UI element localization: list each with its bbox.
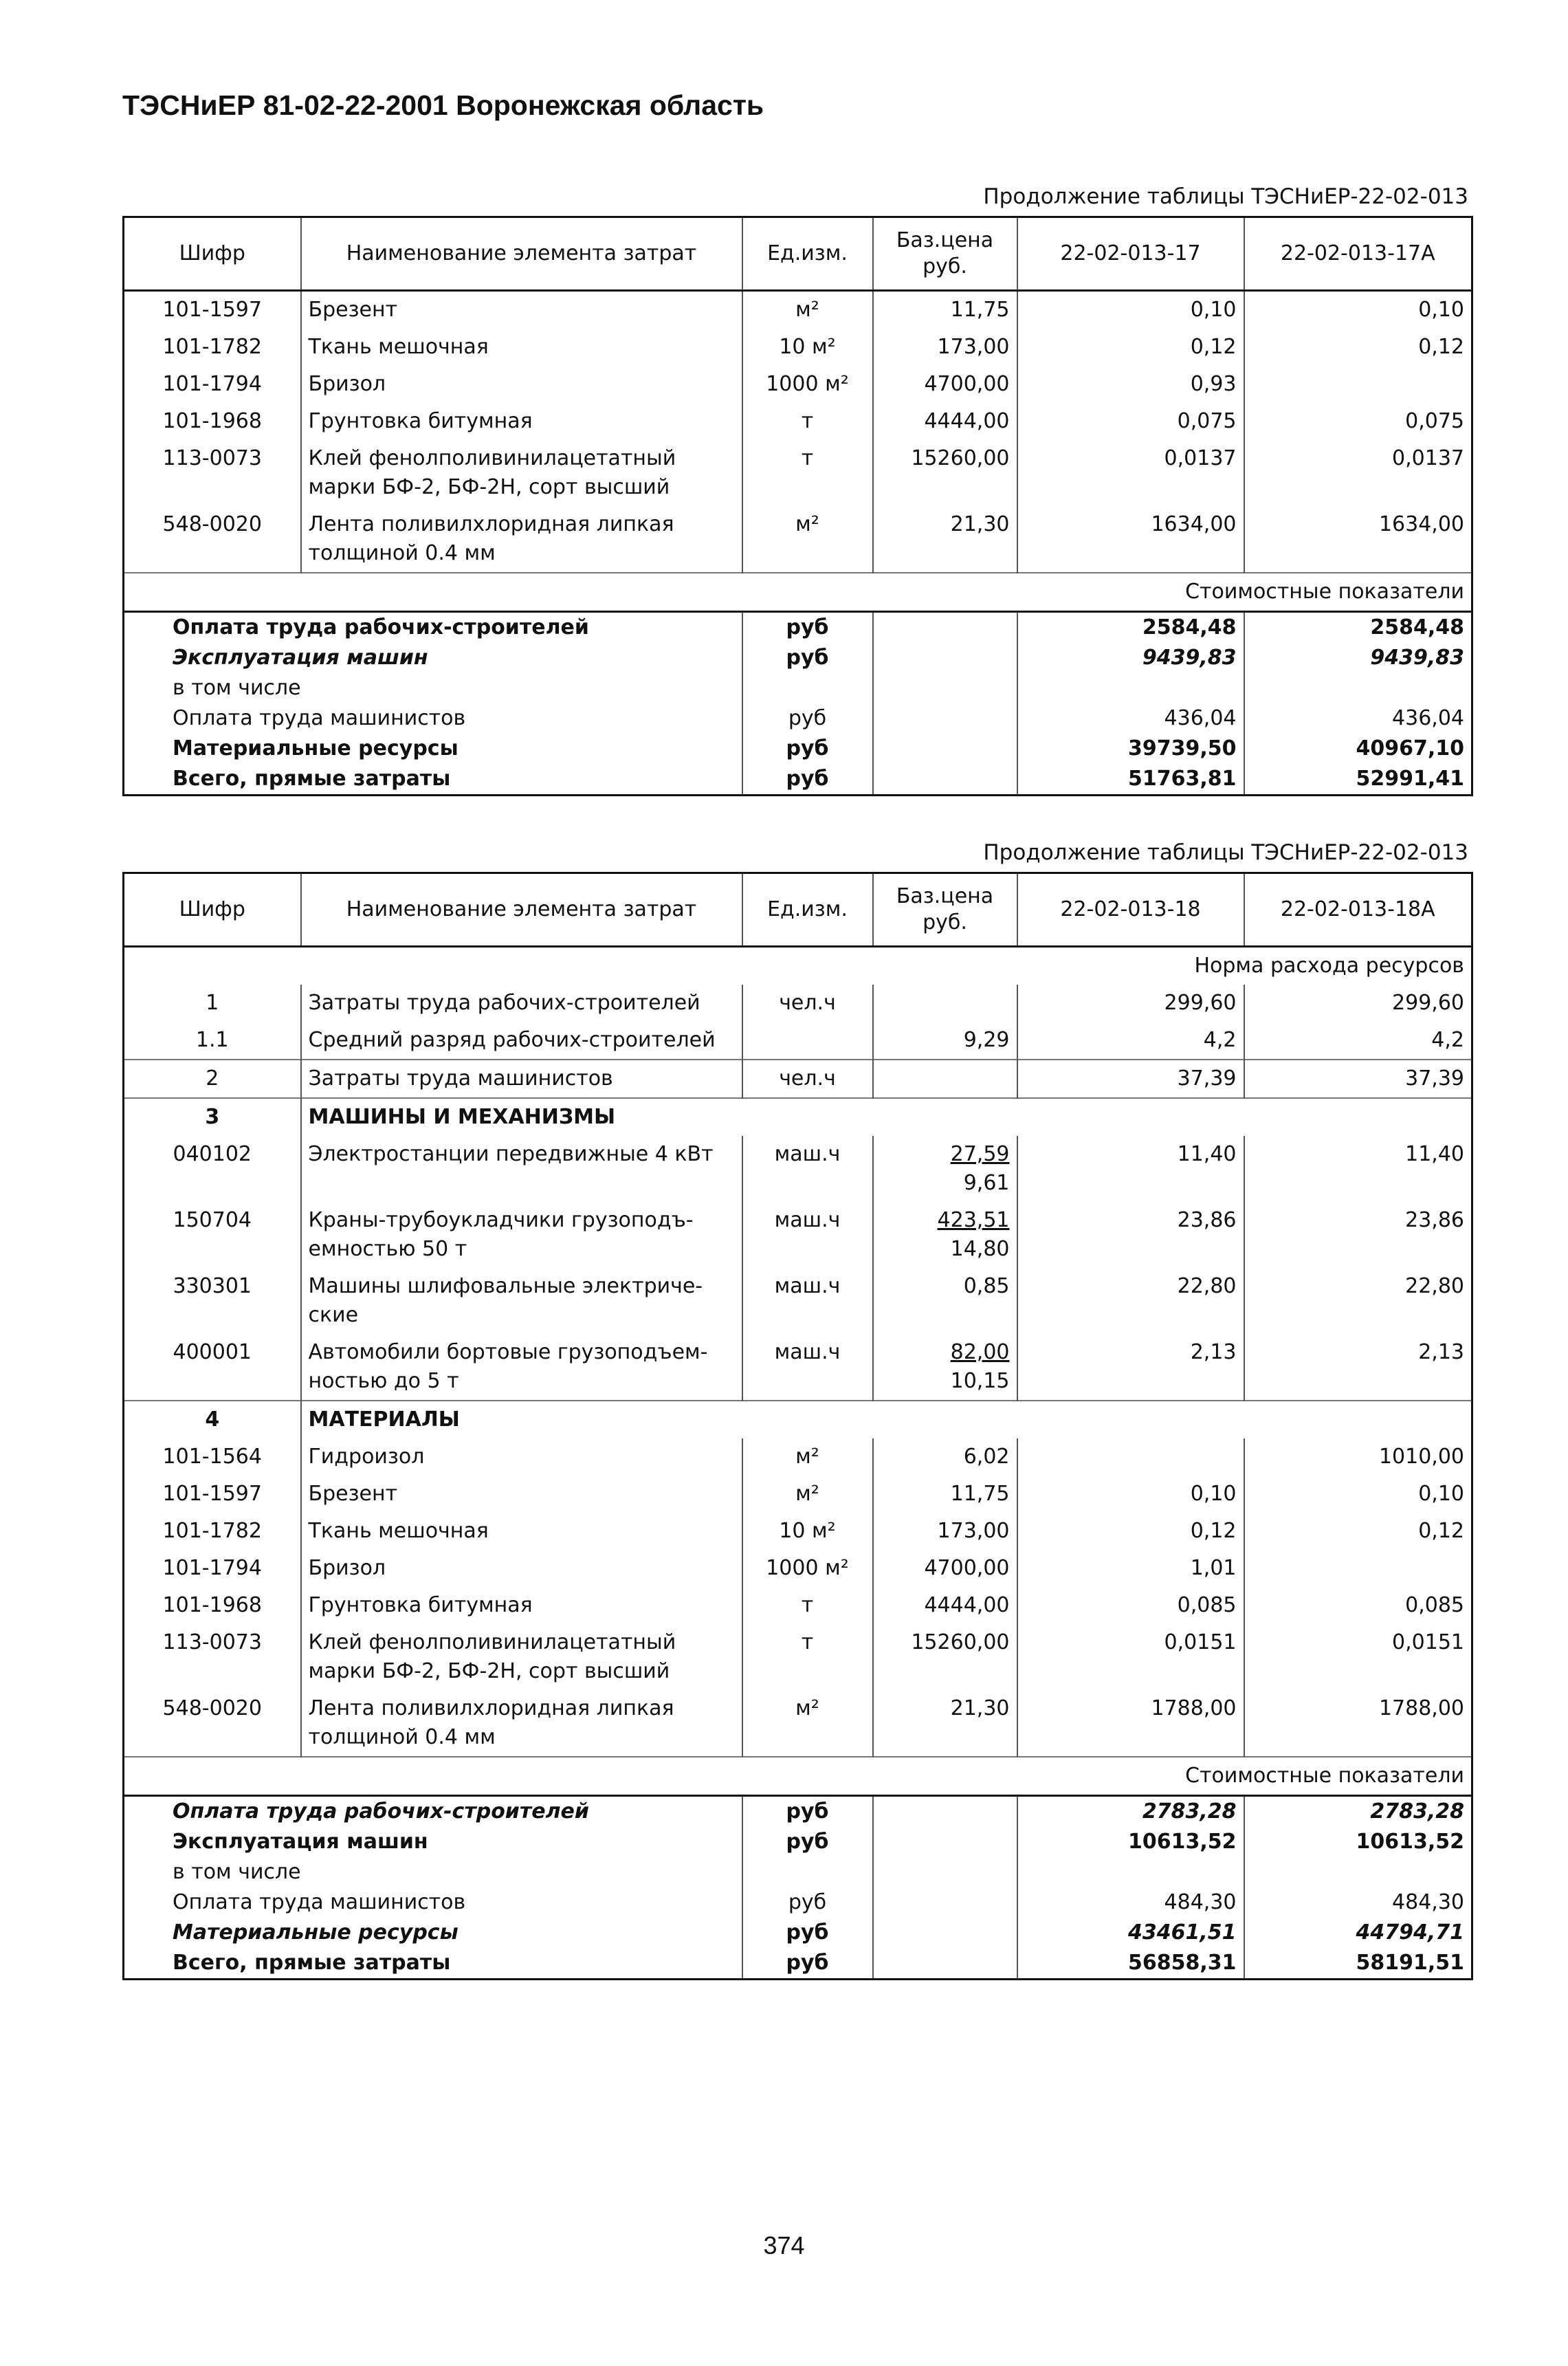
norm-b-cell: 0,12 <box>1244 329 1472 366</box>
norm-a-cell: 1788,00 <box>1017 1690 1244 1757</box>
summary-value-a: 9439,83 <box>1017 643 1244 673</box>
name-cell: Гидроизол <box>301 1438 742 1476</box>
name-cell: Клей фенолполивинилацетатный марки БФ-2, БФ-2Н, сорт высший <box>301 440 742 506</box>
summary-value-b <box>1244 673 1472 703</box>
norm-b-cell: 1634,00 <box>1244 506 1472 573</box>
summary-empty <box>873 1887 1017 1918</box>
name-cell: Бризол <box>301 1550 742 1587</box>
table-row <box>124 1757 1472 1796</box>
unit-cell: маш.ч <box>742 1334 873 1401</box>
col-header-norm-a: 22-02-013-17 <box>1017 217 1244 291</box>
summary-value-b: 52991,41 <box>1244 764 1472 796</box>
summary-value-a: 51763,81 <box>1017 764 1244 796</box>
name-cell: Затраты труда машинистов <box>301 1060 742 1098</box>
price-cell: 173,00 <box>873 329 1017 366</box>
col-header-price: Баз.цена руб. <box>873 873 1017 947</box>
col-header-unit: Ед.изм. <box>742 873 873 947</box>
norm-a-cell: 11,40 <box>1017 1136 1244 1202</box>
summary-label: Оплата труда машинистов <box>124 703 742 734</box>
price-cell: 4700,00 <box>873 1550 1017 1587</box>
table-row <box>124 1918 1472 1948</box>
norm-a-cell: 0,085 <box>1017 1587 1244 1624</box>
summary-value-b: 484,30 <box>1244 1887 1472 1918</box>
norm-b-cell: 1010,00 <box>1244 1438 1472 1476</box>
summary-value-a: 2783,28 <box>1017 1796 1244 1828</box>
summary-value-b: 436,04 <box>1244 703 1472 734</box>
unit-cell: т <box>742 403 873 440</box>
name-cell: Брезент <box>301 1476 742 1513</box>
table-row <box>124 643 1472 673</box>
col-header-name: Наименование элемента затрат <box>301 873 742 947</box>
price-cell: 9,29 <box>873 1022 1017 1060</box>
unit-cell: чел.ч <box>742 1060 873 1098</box>
col-header-code: Шифр <box>124 873 301 947</box>
summary-label: Материальные ресурсы <box>124 734 742 764</box>
unit-cell: м² <box>742 506 873 573</box>
norm-a-cell: 0,12 <box>1017 1513 1244 1550</box>
norm-a-cell: 0,10 <box>1017 1476 1244 1513</box>
summary-unit: руб <box>742 764 873 796</box>
code-cell: 113-0073 <box>124 1624 301 1690</box>
unit-cell: м² <box>742 1476 873 1513</box>
table-row <box>124 673 1472 703</box>
table-row <box>124 1438 1472 1476</box>
unit-cell: т <box>742 1624 873 1690</box>
summary-label: Эксплуатация машин <box>124 643 742 673</box>
name-cell: Ткань мешочная <box>301 1513 742 1550</box>
norm-b-cell: 22,80 <box>1244 1268 1472 1334</box>
summary-unit: руб <box>742 1948 873 1980</box>
summary-unit: руб <box>742 612 873 644</box>
table-row <box>124 1887 1472 1918</box>
summary-unit: руб <box>742 643 873 673</box>
summary-value-a: 10613,52 <box>1017 1827 1244 1857</box>
summary-empty <box>873 1857 1017 1887</box>
summary-value-b: 9439,83 <box>1244 643 1472 673</box>
summary-value-a: 39739,50 <box>1017 734 1244 764</box>
section-label: Норма расхода ресурсов <box>124 947 1472 985</box>
unit-cell: 10 м² <box>742 329 873 366</box>
name-cell: Ткань мешочная <box>301 329 742 366</box>
summary-label: Оплата труда рабочих-строителей <box>124 1796 742 1828</box>
price-wages: 10,15 <box>950 1369 1010 1393</box>
table-row <box>124 985 1472 1022</box>
name-cell: Грунтовка битумная <box>301 1587 742 1624</box>
price-cell: 21,30 <box>873 1690 1017 1757</box>
summary-unit: руб <box>742 703 873 734</box>
summary-value-b: 44794,71 <box>1244 1918 1472 1948</box>
table-row <box>124 703 1472 734</box>
table-row <box>124 1948 1472 1980</box>
price-cell: 4444,00 <box>873 403 1017 440</box>
section-title: МАТЕРИАЛЫ <box>301 1401 1472 1438</box>
code-cell: 101-1782 <box>124 1513 301 1550</box>
summary-empty <box>873 1918 1017 1948</box>
summary-label: в том числе <box>124 1857 742 1887</box>
table-row <box>124 1796 1472 1828</box>
norm-b-cell: 4,2 <box>1244 1022 1472 1060</box>
norm-b-cell: 1788,00 <box>1244 1690 1472 1757</box>
summary-label: в том числе <box>124 673 742 703</box>
norm-a-cell: 1,01 <box>1017 1550 1244 1587</box>
norm-b-cell: 11,40 <box>1244 1136 1472 1202</box>
name-cell: Бризол <box>301 366 742 403</box>
norm-b-cell: 0,075 <box>1244 403 1472 440</box>
summary-empty <box>873 1796 1017 1828</box>
summary-empty <box>873 673 1017 703</box>
code-cell: 1 <box>124 985 301 1022</box>
name-cell: Грунтовка битумная <box>301 403 742 440</box>
table2 <box>122 872 1473 1980</box>
section-number: 3 <box>124 1098 301 1136</box>
unit-cell: маш.ч <box>742 1202 873 1268</box>
code-cell: 101-1597 <box>124 1476 301 1513</box>
table-row <box>124 1022 1472 1060</box>
summary-empty <box>873 1948 1017 1980</box>
code-cell: 101-1794 <box>124 366 301 403</box>
unit-cell: маш.ч <box>742 1268 873 1334</box>
unit-cell: т <box>742 1587 873 1624</box>
table-row <box>124 764 1472 796</box>
table-row <box>124 1690 1472 1757</box>
code-cell: 330301 <box>124 1268 301 1334</box>
name-cell: Лента поливилхлоридная липкая толщиной 0.4 мм <box>301 1690 742 1757</box>
norm-b-cell: 0,10 <box>1244 291 1472 329</box>
name-cell: Затраты труда рабочих-строителей <box>301 985 742 1022</box>
unit-cell: м² <box>742 1690 873 1757</box>
summary-unit: руб <box>742 1918 873 1948</box>
code-cell: 101-1794 <box>124 1550 301 1587</box>
code-cell: 548-0020 <box>124 506 301 573</box>
summary-value-a: 43461,51 <box>1017 1918 1244 1948</box>
price-cell: 11,75 <box>873 1476 1017 1513</box>
code-cell: 101-1597 <box>124 291 301 329</box>
summary-empty <box>873 703 1017 734</box>
price-cell: 11,75 <box>873 291 1017 329</box>
col-header-norm-a: 22-02-013-18 <box>1017 873 1244 947</box>
table-row <box>124 1401 1472 1438</box>
table-row <box>124 440 1472 506</box>
price-cell <box>873 1268 1017 1334</box>
summary-unit <box>742 1857 873 1887</box>
unit-cell: 1000 м² <box>742 1550 873 1587</box>
code-cell: 101-1564 <box>124 1438 301 1476</box>
table-row <box>124 1060 1472 1098</box>
code-cell: 548-0020 <box>124 1690 301 1757</box>
table-row <box>124 1136 1472 1202</box>
table1-body <box>124 291 1472 612</box>
unit-cell: 1000 м² <box>742 366 873 403</box>
table2-body <box>124 947 1472 1796</box>
table1-summary <box>124 612 1472 796</box>
table-row <box>124 506 1472 573</box>
table-row <box>124 329 1472 366</box>
table-row <box>124 734 1472 764</box>
name-cell: Машины шлифовальные электриче-ские <box>301 1268 742 1334</box>
summary-value-a <box>1017 673 1244 703</box>
table-row <box>124 1513 1472 1550</box>
table-row <box>124 1098 1472 1136</box>
unit-cell: маш.ч <box>742 1136 873 1202</box>
norm-a-cell: 0,0151 <box>1017 1624 1244 1690</box>
col-header-unit: Ед.изм. <box>742 217 873 291</box>
table-row <box>124 1550 1472 1587</box>
unit-cell: м² <box>742 1438 873 1476</box>
table1 <box>122 216 1473 796</box>
unit-cell: т <box>742 440 873 506</box>
table-row <box>124 1587 1472 1624</box>
summary-value-a: 484,30 <box>1017 1887 1244 1918</box>
table-row <box>124 291 1472 329</box>
summary-value-b: 2584,48 <box>1244 612 1472 644</box>
code-cell: 150704 <box>124 1202 301 1268</box>
code-cell: 101-1968 <box>124 403 301 440</box>
summary-label: Всего, прямые затраты <box>124 764 742 796</box>
unit-cell <box>742 1022 873 1060</box>
name-cell: Средний разряд рабочих-строителей <box>301 1022 742 1060</box>
section-number: 4 <box>124 1401 301 1438</box>
table-row <box>124 366 1472 403</box>
section-label: Стоимостные показатели <box>124 1757 1472 1796</box>
table2-summary <box>124 1796 1472 1980</box>
norm-a-cell: 4,2 <box>1017 1022 1244 1060</box>
code-cell: 400001 <box>124 1334 301 1401</box>
col-header-name: Наименование элемента затрат <box>301 217 742 291</box>
norm-b-cell: 0,0137 <box>1244 440 1472 506</box>
unit-cell: м² <box>742 291 873 329</box>
name-cell: Краны-трубоукладчики грузоподъ-емностью 50 т <box>301 1202 742 1268</box>
norm-a-cell: 0,12 <box>1017 329 1244 366</box>
table1-caption: Продолжение таблицы ТЭСНиЕР-22-02-013 <box>983 184 1468 209</box>
norm-b-cell: 299,60 <box>1244 985 1472 1022</box>
code-cell: 101-1782 <box>124 329 301 366</box>
summary-value-a: 436,04 <box>1017 703 1244 734</box>
col-header-price: Баз.цена руб. <box>873 217 1017 291</box>
summary-label: Оплата труда машинистов <box>124 1887 742 1918</box>
summary-value-b: 10613,52 <box>1244 1827 1472 1857</box>
summary-label: Всего, прямые затраты <box>124 1948 742 1980</box>
price-cell: 173,00 <box>873 1513 1017 1550</box>
norm-a-cell: 0,075 <box>1017 403 1244 440</box>
norm-a-cell: 0,0137 <box>1017 440 1244 506</box>
table-row <box>124 1624 1472 1690</box>
price-cell: 6,02 <box>873 1438 1017 1476</box>
section-label: Стоимостные показатели <box>124 573 1472 612</box>
summary-empty <box>873 764 1017 796</box>
price-cell <box>873 1060 1017 1098</box>
table-row <box>124 947 1472 985</box>
name-cell: Лента поливилхлоридная липкая толщиной 0.4 мм <box>301 506 742 573</box>
code-cell: 1.1 <box>124 1022 301 1060</box>
table-row <box>124 573 1472 612</box>
code-cell: 040102 <box>124 1136 301 1202</box>
price-cell: 4444,00 <box>873 1587 1017 1624</box>
norm-b-cell: 37,39 <box>1244 1060 1472 1098</box>
summary-value-a: 2584,48 <box>1017 612 1244 644</box>
summary-label: Оплата труда рабочих-строителей <box>124 612 742 644</box>
code-cell: 101-1968 <box>124 1587 301 1624</box>
summary-value-b: 40967,10 <box>1244 734 1472 764</box>
table-row <box>124 1202 1472 1268</box>
table-row <box>124 1268 1472 1334</box>
table-row <box>124 403 1472 440</box>
table-row <box>124 1857 1472 1887</box>
norm-a-cell: 23,86 <box>1017 1202 1244 1268</box>
summary-empty <box>873 612 1017 644</box>
norm-a-cell: 2,13 <box>1017 1334 1244 1401</box>
summary-unit: руб <box>742 1796 873 1828</box>
price-total: 423,51 <box>937 1208 1010 1232</box>
table-row <box>124 612 1472 644</box>
col-header-norm-b: 22-02-013-18А <box>1244 873 1472 947</box>
table-row <box>124 1827 1472 1857</box>
table-row <box>124 1334 1472 1401</box>
summary-unit <box>742 673 873 703</box>
price-cell <box>873 985 1017 1022</box>
norm-a-cell: 0,10 <box>1017 291 1244 329</box>
unit-cell: чел.ч <box>742 985 873 1022</box>
norm-a-cell: 299,60 <box>1017 985 1244 1022</box>
summary-empty <box>873 1827 1017 1857</box>
name-cell: Электростанции передвижные 4 кВт <box>301 1136 742 1202</box>
code-cell: 113-0073 <box>124 440 301 506</box>
table2-caption: Продолжение таблицы ТЭСНиЕР-22-02-013 <box>983 840 1468 865</box>
norm-b-cell: 0,10 <box>1244 1476 1472 1513</box>
price-wages: 14,80 <box>950 1237 1010 1261</box>
summary-label: Эксплуатация машин <box>124 1827 742 1857</box>
summary-value-a: 56858,31 <box>1017 1948 1244 1980</box>
price-cell: 15260,00 <box>873 440 1017 506</box>
summary-empty <box>873 734 1017 764</box>
price-total: 27,59 <box>950 1142 1010 1166</box>
table1-header-row <box>124 217 1472 291</box>
norm-a-cell <box>1017 1438 1244 1476</box>
price-cell <box>873 1334 1017 1401</box>
price-total: 82,00 <box>950 1340 1010 1364</box>
norm-a-cell: 1634,00 <box>1017 506 1244 573</box>
norm-b-cell <box>1244 366 1472 403</box>
summary-unit: руб <box>742 1827 873 1857</box>
norm-a-cell: 37,39 <box>1017 1060 1244 1098</box>
page-title: ТЭСНиЕР 81-02-22-2001 Воронежская область <box>122 89 764 121</box>
norm-b-cell: 0,0151 <box>1244 1624 1472 1690</box>
name-cell: Брезент <box>301 291 742 329</box>
norm-a-cell: 0,93 <box>1017 366 1244 403</box>
name-cell: Автомобили бортовые грузоподъем-ностью до 5 т <box>301 1334 742 1401</box>
norm-b-cell: 2,13 <box>1244 1334 1472 1401</box>
price-cell <box>873 1136 1017 1202</box>
price-cell: 4700,00 <box>873 366 1017 403</box>
summary-empty <box>873 643 1017 673</box>
section-title: МАШИНЫ И МЕХАНИЗМЫ <box>301 1098 1472 1136</box>
norm-b-cell: 0,12 <box>1244 1513 1472 1550</box>
unit-cell: 10 м² <box>742 1513 873 1550</box>
col-header-code: Шифр <box>124 217 301 291</box>
summary-unit: руб <box>742 1887 873 1918</box>
price-cell: 15260,00 <box>873 1624 1017 1690</box>
summary-value-b <box>1244 1857 1472 1887</box>
summary-value-a <box>1017 1857 1244 1887</box>
summary-unit: руб <box>742 734 873 764</box>
name-cell: Клей фенолполивинилацетатный марки БФ-2, БФ-2Н, сорт высший <box>301 1624 742 1690</box>
price-wages: 9,61 <box>963 1171 1010 1195</box>
price-cell: 21,30 <box>873 506 1017 573</box>
price-total: 0,85 <box>963 1274 1010 1298</box>
norm-b-cell <box>1244 1550 1472 1587</box>
code-cell: 2 <box>124 1060 301 1098</box>
page-number: 374 <box>763 2231 805 2259</box>
norm-b-cell: 0,085 <box>1244 1587 1472 1624</box>
table-row <box>124 1476 1472 1513</box>
norm-a-cell: 22,80 <box>1017 1268 1244 1334</box>
summary-value-b: 2783,28 <box>1244 1796 1472 1828</box>
summary-label: Материальные ресурсы <box>124 1918 742 1948</box>
col-header-norm-b: 22-02-013-17А <box>1244 217 1472 291</box>
table2-header-row <box>124 873 1472 947</box>
summary-value-b: 58191,51 <box>1244 1948 1472 1980</box>
price-cell <box>873 1202 1017 1268</box>
norm-b-cell: 23,86 <box>1244 1202 1472 1268</box>
